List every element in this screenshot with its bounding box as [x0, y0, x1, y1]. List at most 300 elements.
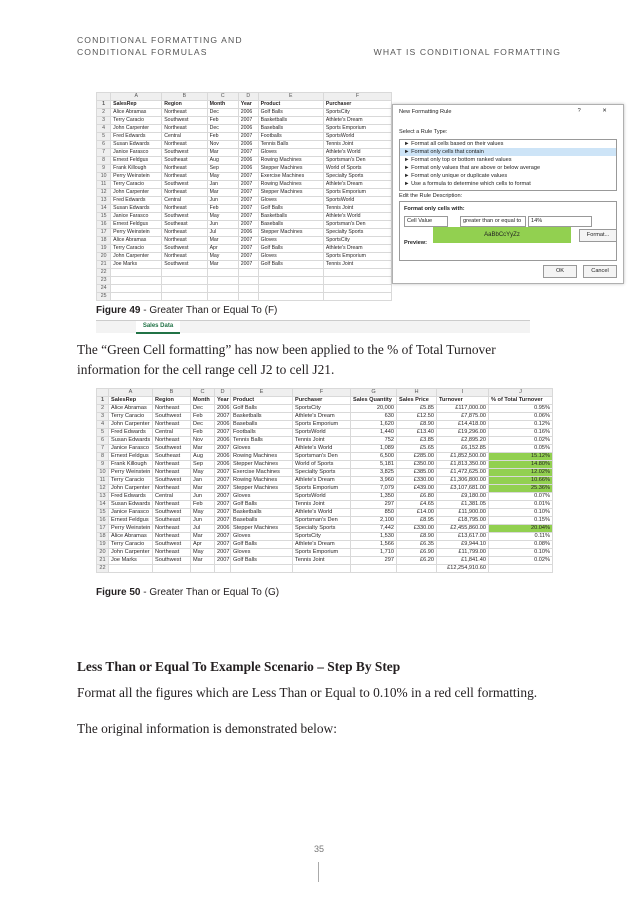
table-cell[interactable]: £6,152.85 — [437, 445, 489, 453]
table-cell[interactable] — [162, 293, 207, 301]
table-cell[interactable] — [238, 293, 258, 301]
table-cell[interactable]: Fred Edwards — [111, 133, 162, 141]
table-cell[interactable] — [323, 269, 391, 277]
table-cell[interactable] — [323, 277, 391, 285]
header-cell[interactable]: % of Total Turnover — [489, 397, 553, 405]
table-cell[interactable]: 850 — [351, 509, 397, 517]
table-cell[interactable]: Northeast — [153, 525, 191, 533]
table-cell[interactable]: Baseballs — [231, 517, 293, 525]
table-cell[interactable]: 2007 — [238, 181, 258, 189]
table-cell[interactable]: Athlete's Dream — [323, 181, 391, 189]
row-number[interactable]: 20 — [97, 253, 111, 261]
table-cell[interactable]: Dec — [207, 125, 238, 133]
row-number[interactable]: 7 — [97, 445, 109, 453]
table-cell[interactable]: Alice Abramas — [111, 109, 162, 117]
row-number[interactable]: 14 — [97, 205, 111, 213]
table-cell[interactable]: Janice Farasco — [109, 445, 153, 453]
table-cell[interactable]: 1,710 — [351, 549, 397, 557]
table-cell[interactable]: Golf Balls — [258, 109, 323, 117]
table-cell[interactable]: £9,944.10 — [437, 541, 489, 549]
table-cell[interactable]: 0.02% — [489, 557, 553, 565]
table-cell[interactable]: 2007 — [238, 213, 258, 221]
table-cell[interactable]: Southwest — [153, 509, 191, 517]
table-cell[interactable]: 7,079 — [351, 485, 397, 493]
table-cell[interactable] — [351, 565, 397, 573]
row-number[interactable]: 21 — [97, 557, 109, 565]
table-cell[interactable]: Gloves — [231, 533, 293, 541]
row-number[interactable]: 17 — [97, 229, 111, 237]
table-cell[interactable]: 2007 — [215, 517, 231, 525]
table-cell[interactable]: Gloves — [231, 549, 293, 557]
row-number[interactable]: 17 — [97, 525, 109, 533]
header-cell[interactable]: Year — [238, 101, 258, 109]
rule-type-option[interactable]: ► Use a formula to determine which cells to format — [404, 181, 531, 187]
table-cell[interactable]: Southwest — [162, 213, 207, 221]
table-cell[interactable]: 2007 — [238, 173, 258, 181]
table-cell[interactable]: Apr — [207, 245, 238, 253]
column-header[interactable] — [97, 93, 111, 101]
table-cell[interactable]: £19,296.00 — [437, 429, 489, 437]
table-cell[interactable]: £13.40 — [397, 429, 437, 437]
column-header[interactable]: G — [351, 389, 397, 397]
table-cell[interactable]: Nov — [191, 437, 215, 445]
row-number[interactable]: 6 — [97, 437, 109, 445]
rule-type-list[interactable] — [399, 139, 617, 191]
table-cell[interactable]: 20,000 — [351, 405, 397, 413]
header-cell[interactable]: Sales Quantity — [351, 397, 397, 405]
table-cell[interactable]: £1,472,625.00 — [437, 469, 489, 477]
table-cell[interactable]: 2007 — [215, 485, 231, 493]
table-cell[interactable]: Northeast — [153, 405, 191, 413]
table-cell[interactable]: Central — [162, 133, 207, 141]
row-number[interactable]: 11 — [97, 477, 109, 485]
row-number[interactable]: 8 — [97, 453, 109, 461]
table-cell[interactable]: Northeast — [153, 549, 191, 557]
table-cell[interactable]: Northeast — [153, 485, 191, 493]
table-cell[interactable]: Sports Emporium — [323, 253, 391, 261]
table-cell[interactable]: 0.15% — [489, 517, 553, 525]
table-cell[interactable]: 2007 — [238, 253, 258, 261]
table-cell[interactable] — [258, 269, 323, 277]
column-header[interactable]: C — [207, 93, 238, 101]
table-cell[interactable]: Perry Weinstein — [109, 469, 153, 477]
table-cell[interactable]: Ernest Feldgus — [109, 517, 153, 525]
table-cell[interactable]: Sportsman's Den — [293, 453, 351, 461]
header-cell[interactable]: Product — [258, 101, 323, 109]
table-cell[interactable]: 10.66% — [489, 477, 553, 485]
table-cell[interactable]: £330.00 — [397, 525, 437, 533]
table-cell[interactable] — [162, 269, 207, 277]
table-cell[interactable] — [489, 565, 553, 573]
table-cell[interactable]: 0.16% — [489, 429, 553, 437]
table-cell[interactable]: Northeast — [153, 501, 191, 509]
column-header[interactable]: H — [397, 389, 437, 397]
table-cell[interactable]: Northeast — [153, 461, 191, 469]
table-cell[interactable]: 2007 — [238, 149, 258, 157]
table-cell[interactable]: Golf Balls — [258, 245, 323, 253]
column-header[interactable]: B — [162, 93, 207, 101]
table-cell[interactable]: Northeast — [162, 165, 207, 173]
table-cell[interactable]: Athlete's Dream — [323, 117, 391, 125]
table-cell[interactable]: 2006 — [215, 461, 231, 469]
table-cell[interactable]: Susan Edwards — [109, 501, 153, 509]
table-cell[interactable]: £1,381.05 — [437, 501, 489, 509]
table-cell[interactable] — [293, 565, 351, 573]
table-cell[interactable]: Baseballs — [231, 421, 293, 429]
table-cell[interactable] — [109, 565, 153, 573]
column-header[interactable]: E — [258, 93, 323, 101]
table-cell[interactable]: Perry Weinstein — [109, 525, 153, 533]
row-number[interactable]: 18 — [97, 533, 109, 541]
table-cell[interactable]: Mar — [191, 557, 215, 565]
table-cell[interactable]: 2007 — [238, 197, 258, 205]
column-header[interactable]: F — [323, 93, 391, 101]
table-cell[interactable] — [238, 277, 258, 285]
table-cell[interactable] — [207, 277, 238, 285]
table-cell[interactable]: Specialty Sports — [293, 469, 351, 477]
table-cell[interactable]: £1,813,350.00 — [437, 461, 489, 469]
header-cell[interactable]: Turnover — [437, 397, 489, 405]
row-number[interactable]: 23 — [97, 277, 111, 285]
table-cell[interactable]: £4.65 — [397, 501, 437, 509]
table-cell[interactable]: Tennis Joint — [323, 261, 391, 269]
table-cell[interactable]: Golf Balls — [231, 501, 293, 509]
table-cell[interactable]: Central — [153, 429, 191, 437]
table-cell[interactable]: Sportsman's Den — [293, 517, 351, 525]
header-cell[interactable]: SalesRep — [109, 397, 153, 405]
table-cell[interactable]: Golf Balls — [258, 261, 323, 269]
table-cell[interactable]: 0.95% — [489, 405, 553, 413]
header-cell[interactable]: SalesRep — [111, 101, 162, 109]
table-cell[interactable]: Southwest — [162, 117, 207, 125]
table-cell[interactable]: Feb — [191, 429, 215, 437]
table-cell[interactable]: Golf Balls — [231, 405, 293, 413]
table-cell[interactable]: 2007 — [215, 541, 231, 549]
table-cell[interactable]: Athlete's Dream — [293, 413, 351, 421]
table-cell[interactable] — [238, 285, 258, 293]
row-number[interactable]: 15 — [97, 213, 111, 221]
table-cell[interactable]: £439.00 — [397, 485, 437, 493]
table-cell[interactable]: Stepper Machines — [231, 525, 293, 533]
table-cell[interactable]: £5.65 — [397, 445, 437, 453]
table-cell[interactable]: 2007 — [238, 189, 258, 197]
table-cell[interactable]: 0.10% — [489, 509, 553, 517]
row-number[interactable]: 19 — [97, 245, 111, 253]
table-cell[interactable]: £1,841.40 — [437, 557, 489, 565]
table-cell[interactable]: Stepper Machines — [258, 189, 323, 197]
table-cell[interactable]: Alice Abramas — [109, 405, 153, 413]
table-cell[interactable]: Sports Emporium — [323, 125, 391, 133]
table-cell[interactable]: Northeast — [162, 189, 207, 197]
cancel-button[interactable]: Cancel — [583, 265, 617, 278]
table-cell[interactable]: 2007 — [215, 413, 231, 421]
table-cell[interactable]: Terry Caracio — [111, 245, 162, 253]
table-cell[interactable]: Athlete's World — [323, 149, 391, 157]
table-cell[interactable]: 1,089 — [351, 445, 397, 453]
table-cell[interactable]: John Carpenter — [109, 549, 153, 557]
table-cell[interactable]: 2007 — [238, 117, 258, 125]
table-cell[interactable]: 14.80% — [489, 461, 553, 469]
table-cell[interactable]: 1,440 — [351, 429, 397, 437]
table-cell[interactable] — [231, 565, 293, 573]
header-cell[interactable]: Region — [153, 397, 191, 405]
table-cell[interactable]: 7,442 — [351, 525, 397, 533]
table-cell[interactable]: Terry Caracio — [109, 413, 153, 421]
table-cell[interactable]: Footballs — [231, 429, 293, 437]
table-cell[interactable]: 2006 — [238, 165, 258, 173]
table-cell[interactable]: Basketballs — [258, 213, 323, 221]
table-cell[interactable]: SportsWorld — [323, 197, 391, 205]
table-cell[interactable]: Northeast — [162, 237, 207, 245]
table-cell[interactable]: 2007 — [215, 493, 231, 501]
table-cell[interactable]: £117,000.00 — [437, 405, 489, 413]
table-cell[interactable]: Tennis Joint — [323, 205, 391, 213]
table-cell[interactable]: 752 — [351, 437, 397, 445]
table-cell[interactable]: £330.00 — [397, 477, 437, 485]
row-number[interactable]: 3 — [97, 117, 111, 125]
table-cell[interactable] — [397, 565, 437, 573]
table-cell[interactable] — [258, 277, 323, 285]
table-cell[interactable]: Athlete's Dream — [323, 245, 391, 253]
table-cell[interactable]: Golf Balls — [231, 557, 293, 565]
table-cell[interactable]: Jul — [207, 229, 238, 237]
row-number[interactable]: 1 — [97, 101, 111, 109]
table-cell[interactable]: Basketballs — [231, 509, 293, 517]
table-cell[interactable]: Frank Killough — [109, 461, 153, 469]
table-cell[interactable]: John Carpenter — [109, 485, 153, 493]
table-cell[interactable]: Northeast — [153, 469, 191, 477]
table-cell[interactable]: 2006 — [238, 157, 258, 165]
column-header[interactable]: F — [293, 389, 351, 397]
table-cell[interactable]: Feb — [207, 205, 238, 213]
table-cell[interactable]: Perry Weinstein — [111, 229, 162, 237]
table-cell[interactable]: 630 — [351, 413, 397, 421]
table-cell[interactable]: 0.05% — [489, 445, 553, 453]
table-cell[interactable]: 2007 — [215, 477, 231, 485]
row-number[interactable]: 4 — [97, 421, 109, 429]
table-cell[interactable]: Perry Weinstein — [111, 173, 162, 181]
table-cell[interactable]: Northeast — [162, 205, 207, 213]
table-cell[interactable]: Mar — [191, 445, 215, 453]
row-number[interactable]: 24 — [97, 285, 111, 293]
table-cell[interactable]: 2007 — [238, 261, 258, 269]
table-cell[interactable] — [162, 277, 207, 285]
table-cell[interactable]: Rowing Machines — [231, 477, 293, 485]
table-cell[interactable]: 2007 — [238, 133, 258, 141]
table-cell[interactable]: 2006 — [238, 109, 258, 117]
table-cell[interactable]: £8.90 — [397, 421, 437, 429]
table-cell[interactable]: Terry Caracio — [109, 477, 153, 485]
table-cell[interactable]: 0.11% — [489, 533, 553, 541]
row-number[interactable]: 6 — [97, 141, 111, 149]
row-number[interactable]: 16 — [97, 221, 111, 229]
header-cell[interactable]: Year — [215, 397, 231, 405]
table-cell[interactable]: 2007 — [215, 429, 231, 437]
table-cell[interactable]: Tennis Joint — [323, 141, 391, 149]
table-cell[interactable]: Fred Edwards — [109, 493, 153, 501]
row-number[interactable]: 1 — [97, 397, 109, 405]
table-cell[interactable]: John Carpenter — [111, 125, 162, 133]
header-cell[interactable]: Sales Price — [397, 397, 437, 405]
table-cell[interactable]: 2006 — [215, 421, 231, 429]
table-cell[interactable]: Mar — [207, 189, 238, 197]
table-cell[interactable]: £6.80 — [397, 493, 437, 501]
table-cell[interactable]: Susan Edwards — [111, 141, 162, 149]
table-cell[interactable]: Mar — [191, 533, 215, 541]
table-cell[interactable]: Tennis Balls — [231, 437, 293, 445]
row-number[interactable]: 25 — [97, 293, 111, 301]
table-cell[interactable]: Terry Caracio — [111, 117, 162, 125]
table-cell[interactable]: 1,530 — [351, 533, 397, 541]
table-cell[interactable]: 2007 — [238, 205, 258, 213]
table-cell[interactable]: SportsWorld — [293, 493, 351, 501]
table-cell[interactable]: 12.02% — [489, 469, 553, 477]
table-cell[interactable]: 2007 — [215, 509, 231, 517]
table-cell[interactable]: 2006 — [238, 229, 258, 237]
table-cell[interactable]: 25.36% — [489, 485, 553, 493]
table-cell[interactable] — [191, 565, 215, 573]
table-cell[interactable]: Mar — [191, 485, 215, 493]
table-cell[interactable]: £11,900.00 — [437, 509, 489, 517]
table-cell[interactable]: May — [191, 509, 215, 517]
table-cell[interactable]: Janice Farasco — [111, 149, 162, 157]
table-cell[interactable]: Northeast — [162, 229, 207, 237]
row-number[interactable]: 4 — [97, 125, 111, 133]
table-cell[interactable]: Ernest Feldgus — [111, 157, 162, 165]
ok-button[interactable]: OK — [543, 265, 577, 278]
row-number[interactable]: 9 — [97, 461, 109, 469]
table-cell[interactable]: May — [207, 213, 238, 221]
condition-operator-select[interactable]: greater than or equal to — [460, 216, 526, 227]
table-cell[interactable]: Gloves — [258, 253, 323, 261]
table-cell[interactable]: £285.00 — [397, 453, 437, 461]
format-button[interactable]: Format... — [579, 229, 617, 242]
table-cell[interactable]: Southwest — [153, 541, 191, 549]
table-cell[interactable]: £14,418.00 — [437, 421, 489, 429]
table-cell[interactable]: Jun — [207, 221, 238, 229]
table-cell[interactable]: Jun — [207, 197, 238, 205]
header-cell[interactable]: Region — [162, 101, 207, 109]
rule-type-option[interactable]: ► Format only values that are above or below average — [404, 165, 541, 171]
table-cell[interactable]: 2007 — [215, 549, 231, 557]
table-cell[interactable] — [111, 277, 162, 285]
row-number[interactable]: 21 — [97, 261, 111, 269]
table-cell[interactable]: Jun — [191, 493, 215, 501]
table-cell[interactable]: Northeast — [162, 141, 207, 149]
dialog-window-controls[interactable]: ? ✕ — [577, 108, 617, 114]
table-cell[interactable]: Mar — [207, 237, 238, 245]
table-cell[interactable]: Joe Marks — [111, 261, 162, 269]
table-cell[interactable] — [323, 293, 391, 301]
table-cell[interactable] — [111, 293, 162, 301]
table-cell[interactable]: SportsCity — [293, 533, 351, 541]
table-cell[interactable]: £6.90 — [397, 549, 437, 557]
table-cell[interactable]: Fred Edwards — [109, 429, 153, 437]
table-cell[interactable]: 2007 — [215, 445, 231, 453]
table-cell[interactable]: Southeast — [153, 453, 191, 461]
table-cell[interactable]: Tennis Joint — [293, 437, 351, 445]
table-cell[interactable]: Specialty Sports — [323, 229, 391, 237]
table-cell[interactable]: May — [191, 469, 215, 477]
table-cell[interactable]: £3.85 — [397, 437, 437, 445]
table-cell[interactable]: Central — [153, 493, 191, 501]
column-header[interactable]: C — [191, 389, 215, 397]
table-cell[interactable]: Dec — [191, 421, 215, 429]
table-cell[interactable]: Aug — [207, 157, 238, 165]
table-cell[interactable]: 0.10% — [489, 549, 553, 557]
table-cell[interactable]: Northeast — [153, 421, 191, 429]
table-cell[interactable]: Rowing Machines — [231, 453, 293, 461]
table-cell[interactable]: Tennis Joint — [293, 557, 351, 565]
table-cell[interactable]: £5.85 — [397, 405, 437, 413]
table-cell[interactable]: Gloves — [258, 237, 323, 245]
table-cell[interactable]: John Carpenter — [111, 253, 162, 261]
row-number[interactable]: 12 — [97, 189, 111, 197]
table-cell[interactable]: 2007 — [215, 533, 231, 541]
table-cell[interactable]: Footballs — [258, 133, 323, 141]
table-cell[interactable]: 0.07% — [489, 493, 553, 501]
table-cell[interactable]: Stepper Machines — [258, 229, 323, 237]
table-cell[interactable]: Gloves — [258, 149, 323, 157]
table-cell[interactable]: £350.00 — [397, 461, 437, 469]
table-cell[interactable]: Gloves — [231, 445, 293, 453]
table-cell[interactable]: 2006 — [215, 453, 231, 461]
table-cell[interactable]: 3,825 — [351, 469, 397, 477]
table-cell[interactable]: Northeast — [153, 437, 191, 445]
table-cell[interactable]: Fred Edwards — [111, 197, 162, 205]
table-cell[interactable]: £12.50 — [397, 413, 437, 421]
table-cell[interactable]: Athlete's World — [293, 445, 351, 453]
table-cell[interactable]: Northeast — [162, 253, 207, 261]
table-cell[interactable]: Northeast — [162, 173, 207, 181]
row-number[interactable]: 3 — [97, 413, 109, 421]
row-number[interactable]: 8 — [97, 157, 111, 165]
table-cell[interactable]: 0.12% — [489, 421, 553, 429]
table-cell[interactable]: £3,107,681.00 — [437, 485, 489, 493]
table-cell[interactable]: Feb — [207, 133, 238, 141]
table-cell[interactable]: Janice Farasco — [111, 213, 162, 221]
table-cell[interactable]: Joe Marks — [109, 557, 153, 565]
column-header[interactable]: D — [238, 93, 258, 101]
table-cell[interactable]: £6.20 — [397, 557, 437, 565]
row-number[interactable]: 9 — [97, 165, 111, 173]
table-cell[interactable] — [215, 565, 231, 573]
row-number[interactable]: 19 — [97, 541, 109, 549]
table-cell[interactable]: Jun — [191, 517, 215, 525]
table-cell[interactable]: Southwest — [162, 245, 207, 253]
table-cell[interactable]: Sep — [207, 165, 238, 173]
table-cell[interactable]: Southwest — [162, 261, 207, 269]
row-number[interactable]: 2 — [97, 109, 111, 117]
table-cell[interactable]: Sportsman's Den — [323, 221, 391, 229]
table-cell[interactable]: Sports Emporium — [323, 189, 391, 197]
header-cell[interactable]: Purchaser — [293, 397, 351, 405]
table-cell[interactable]: £8.95 — [397, 517, 437, 525]
table-cell[interactable]: John Carpenter — [111, 189, 162, 197]
table-cell[interactable]: Ernest Feldgus — [109, 453, 153, 461]
table-cell[interactable]: Southwest — [153, 413, 191, 421]
table-cell[interactable]: Southwest — [153, 445, 191, 453]
table-cell[interactable]: 3,960 — [351, 477, 397, 485]
table-cell[interactable]: 2006 — [215, 405, 231, 413]
table-cell[interactable]: 1,566 — [351, 541, 397, 549]
table-cell[interactable]: £2,455,860.00 — [437, 525, 489, 533]
table-cell[interactable]: £13,617.00 — [437, 533, 489, 541]
table-cell[interactable]: Northeast — [162, 109, 207, 117]
table-cell[interactable]: Tennis Balls — [258, 141, 323, 149]
table-cell[interactable]: £1,306,800.00 — [437, 477, 489, 485]
table-cell[interactable]: Dec — [207, 109, 238, 117]
